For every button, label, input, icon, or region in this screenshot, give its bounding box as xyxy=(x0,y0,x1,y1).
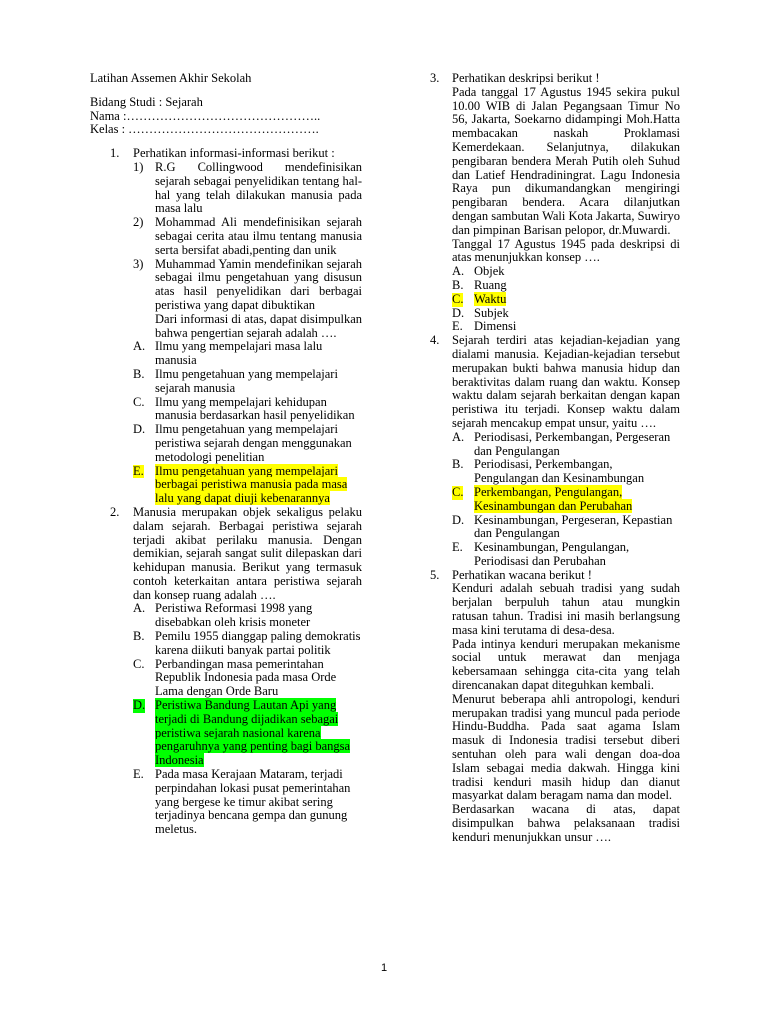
right-column xyxy=(430,72,680,845)
question-number: 3. xyxy=(430,71,440,85)
option-b: B. Ilmu pengetahuan yang mempelajari sejarah manusia xyxy=(133,366,338,395)
option-a: A. Objek xyxy=(452,264,505,279)
passage-paragraph: Menurut beberapa ahli antropologi, kenduri merupakan tradisi yang muncul pada periode Hindu-Buddha. Pada saat agama Islam masuk di Indonesia tradisi tersebut diberi sentuhan oleh para wali dengan doa-doa Islam sebagai media dakwah. Hingga kini tradisi kenduri masih hidup dan dianut masyarkat dalam beragam nama dan model. xyxy=(452,691,680,803)
question-prompt: Berdasarkan wacana di atas, dapat disimpulkan bahwa pelaksanaan tradisi kenduri menunjukkan unsur …. xyxy=(452,802,680,844)
option-b: B. Periodisasi, Perkembangan, Pengulangan dan Kesinambungan xyxy=(452,457,645,486)
option-e: E. Kesinambungan, Pengulangan, Periodisasi dan Perubahan xyxy=(452,540,630,568)
question-prompt: Tanggal 17 Agustus 1945 pada deskripsi di atas menunjukkan konsep …. xyxy=(452,236,680,265)
question-number: 1. xyxy=(110,146,120,161)
option-e: E. Pada masa Kerajaan Mataram, terjadi perpindahan lokasi pusat pemerintahan yang bergese ke timur akibat sering terjadinya bencana gempa dan gunung meletus. xyxy=(133,767,351,837)
option-c-answer: C. Perkembangan, Pengulangan, Kesinambungan dan Perubahan xyxy=(452,484,633,513)
option-a: A. Peristiwa Reformasi 1998 yang disebabkan oleh krisis moneter xyxy=(133,601,313,630)
passage-paragraph: Kenduri adalah sebuah tradisi yang sudah berjalan berpuluh tahun atau mungkin ratusan tahun. Tradisi ini masih berlangsung masa kini terutama di desa-desa. xyxy=(452,581,680,637)
option-d-answer: D. Peristiwa Bandung Lautan Api yang terjadi di Bandung dijadikan sebagai peristiwa sejarah nasional karena pengaruhnya yang penting bagi bangsa Indonesia xyxy=(133,698,351,768)
question-1 xyxy=(90,147,362,506)
question-intro: Perhatikan informasi-informasi berikut : xyxy=(133,146,335,161)
info-item: 2) Mohammad Ali mendefinisikan sejarah sebagai cerita atau ilmu tentang manusia serta bersifat abadi,penting dan unik xyxy=(133,215,362,257)
description-passage: Pada tanggal 17 Agustus 1945 sekira pukul 10.00 WIB di Jalan Pegangsaan Timur No 56, Jakarta, Soekarno didampingi Moh.Hatta membacakan naskah Proklamasi Kemerdekaan. Selanjutnya, dilakukan pengibaran bendera Merah Putih oleh Suhud dan Latief Hendradiningrat. Lagu Indonesia Raya pun dikumandangkan mengiringi pengibaran bendera. Acara dilanjutkan dengan sambutan Wali Kota Jakarta, Suwiryo dan pimpinan Barisan pelopor, dr.Muwardi. xyxy=(452,84,680,237)
question-number: 4. xyxy=(430,333,440,348)
option-d: D. Ilmu pengetahuan yang mempelajari peristiwa sejarah dengan menggunakan metodologi penelitian xyxy=(133,422,352,464)
option-a: A. Periodisasi, Perkembangan, Pergeseran dan Pengulangan xyxy=(452,429,671,458)
passage-paragraph: Pada intinya kenduri merupakan mekanisme social untuk merawat dan menjaga kebersamaan sehingga cita-cita yang telah direncanakan dapat diteguhkan kembali. xyxy=(452,636,680,693)
question-4 xyxy=(430,334,680,569)
left-column xyxy=(90,72,362,837)
info-item: 1) R.G Collingwood mendefinisikan sejarah sebagai penyelidikan tentang hal-hal yang telah dilakukan manusia pada masa lalu xyxy=(133,159,362,216)
question-5 xyxy=(430,569,680,845)
option-b: B. Ruang xyxy=(452,277,507,292)
question-text: Sejarah terdiri atas kejadian-kejadian yang dialami manusia. Kejadian-kejadian tersebut merupakan bukti bahwa manusia hidup dan beraktivitas dalam ruang dan waktu. Konsep waktu dalam sejarah berkaitan dengan kapan peristiwa itu terjadi. Konsep waktu dalam sejarah mencakup empat unsur, yaitu …. xyxy=(452,333,680,430)
option-a: A. Ilmu yang mempelajari masa lalu manusia xyxy=(133,339,323,368)
question-number: 2. xyxy=(110,504,120,519)
info-item: 3) Muhammad Yamin mendefinikan sejarah sebagai ilmu pengetahuan yang disusun atas hasil penyelidikan dari berbagai peristiwa yang dapat dibuktikan xyxy=(133,256,362,312)
question-number: 5. xyxy=(430,567,440,582)
question-text: Manusia merupakan objek sekaligus pelaku dalam sejarah. Berbagai peristiwa sejarah terjadi akibat perilaku manusia. Dengan demikian, sejarah sangat sulit dilepaskan dari kehidupan manusia. Berikut yang termasuk contoh keterkaitan antara peristiwa sejarah dan konsep ruang adalah …. xyxy=(133,504,362,602)
name-line: Nama :……………………………………….. xyxy=(90,108,321,123)
question-intro: Perhatikan deskripsi berikut ! xyxy=(452,71,600,85)
option-e-answer: E. Ilmu pengetahuan yang mempelajari berbagai peristiwa manusia pada masa lalu yang dapat diuji kebenarannya xyxy=(133,463,348,506)
option-e: E. Dimensi xyxy=(452,319,517,334)
question-3 xyxy=(430,72,680,334)
class-line: Kelas : ………………………………………. xyxy=(90,122,319,137)
option-b: B. Pemilu 1955 dianggap paling demokratis karena diikuti banyak partai politik xyxy=(133,629,361,657)
option-c: C. Ilmu yang mempelajari kehidupan manusia berdasarkan hasil penyelidikan xyxy=(133,394,355,423)
question-intro: Perhatikan wacana berikut ! xyxy=(452,567,592,582)
option-d: D. Kesinambungan, Pergeseran, Kepastian dan Pengulangan xyxy=(452,512,673,541)
subject-line: Bidang Studi : Sejarah xyxy=(90,94,203,109)
option-c-answer: C. Waktu xyxy=(452,291,507,306)
option-d: D. Subjek xyxy=(452,305,509,320)
question-prompt: Dari informasi di atas, dapat disimpulkan bahwa pengertian sejarah adalah …. xyxy=(155,311,362,340)
document-title: Latihan Assemen Akhir Sekolah xyxy=(90,71,252,85)
page-number: 1 xyxy=(380,962,388,974)
question-2 xyxy=(90,506,362,837)
option-c: C. Perbandingan masa pemerintahan Republik Indonesia pada masa Orde Lama dengan Orde Baru xyxy=(133,656,337,699)
